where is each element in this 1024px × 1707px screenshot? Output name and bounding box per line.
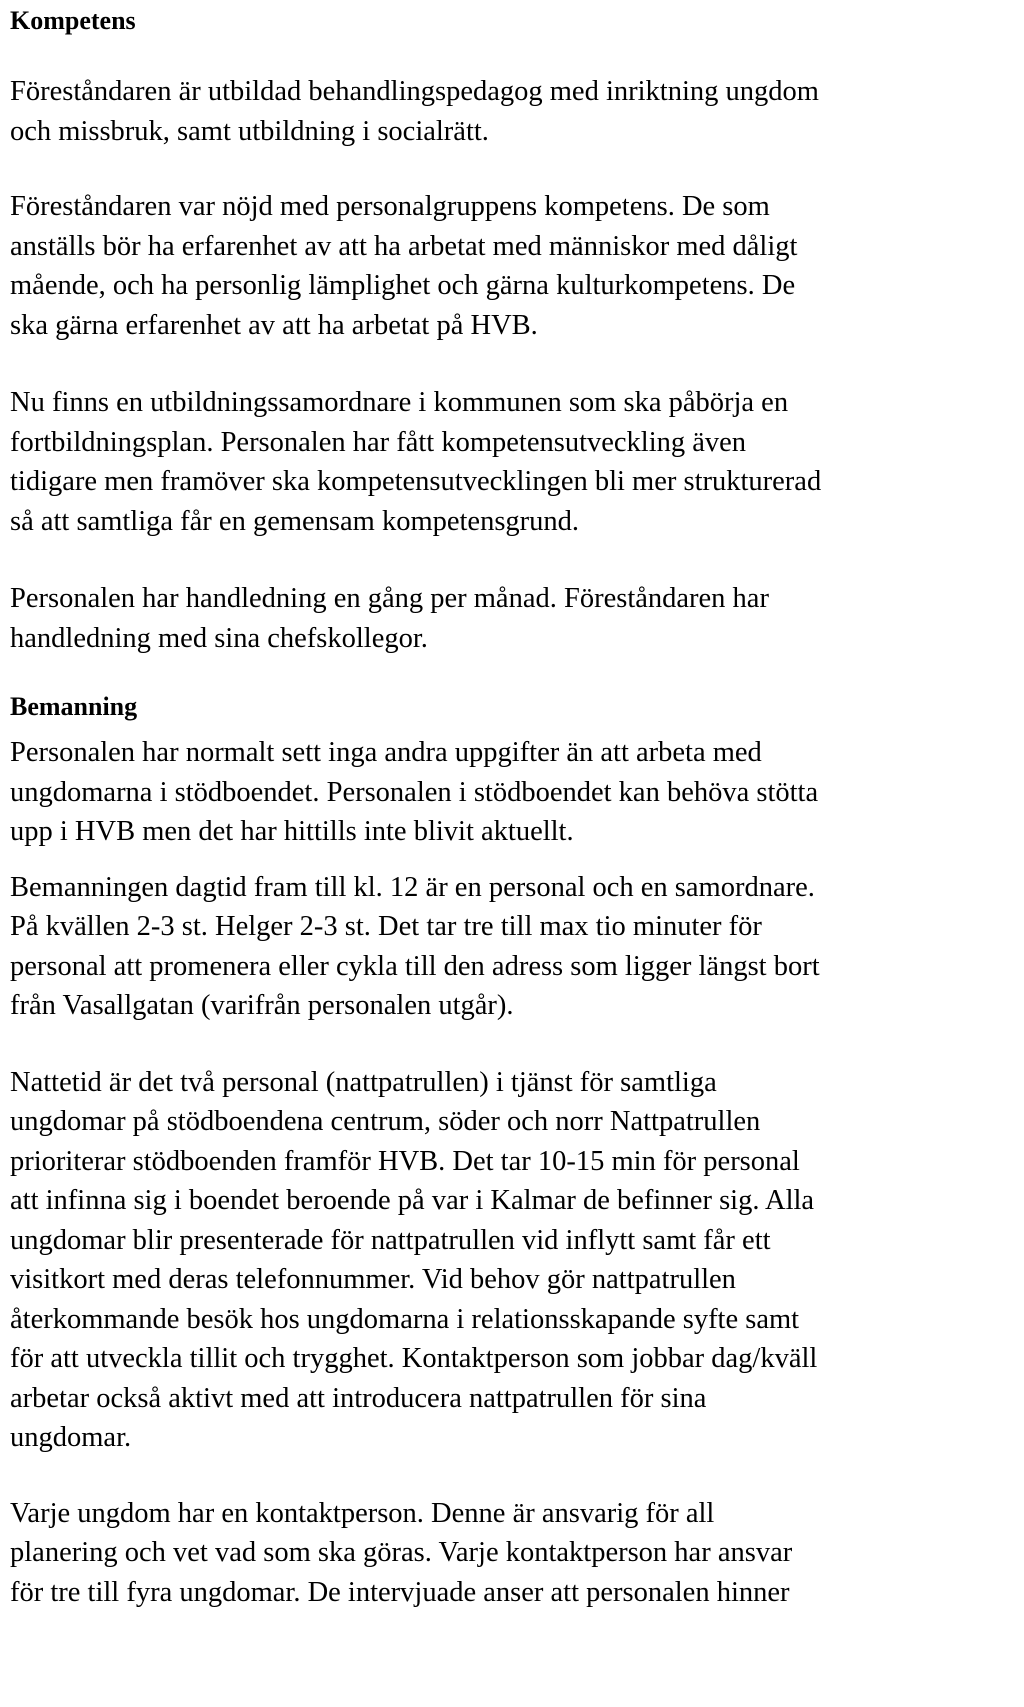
text-line: Föreståndaren är utbildad behandlingspedagog med inriktning ungdom	[10, 76, 819, 107]
text-line: ungdomar.	[10, 1422, 132, 1453]
text-line: På kvällen 2-3 st. Helger 2-3 st. Det tar tre till max tio minuter för	[10, 911, 762, 942]
section-heading-bemanning: Bemanning	[10, 692, 138, 721]
paragraph	[10, 733, 1020, 852]
text-line: Personalen har handledning en gång per månad. Föreståndaren har	[10, 583, 769, 614]
text-line: Nattetid är det två personal (nattpatrullen) i tjänst för samtliga	[10, 1066, 717, 1098]
paragraph	[10, 1494, 1020, 1613]
paragraph	[10, 72, 1020, 151]
paragraph	[10, 579, 1020, 658]
text-line: Varje ungdom har en kontaktperson. Denne är ansvarig för all	[10, 1497, 715, 1529]
text-line: för tre till fyra ungdomar. De intervjuade anser att personalen hinner	[10, 1576, 790, 1608]
text-line: ungdomarna i stödboendet. Personalen i stödboendet kan behöva stötta	[10, 776, 819, 808]
text-line: anställs bör ha erfarenhet av att ha arbetat med människor med dåligt	[10, 230, 798, 262]
text-line: handledning med sina chefskollegor.	[10, 622, 428, 654]
text-line: för att utveckla tillit och trygghet. Kontaktperson som jobbar dag/kväll	[10, 1343, 818, 1374]
text-line: upp i HVB men det har hittills inte blivit aktuellt.	[10, 816, 574, 847]
text-line: Föreståndaren var nöjd med personalgruppens kompetens. De som	[10, 191, 770, 222]
text-line: arbetar också aktivt med att introducera nattpatrullen för sina	[10, 1382, 707, 1414]
text-line: mående, och ha personlig lämplighet och gärna kulturkompetens. De	[10, 270, 796, 301]
text-line: tidigare men framöver ska kompetensutvecklingen bli mer strukturerad	[10, 466, 822, 497]
text-line: Nu finns en utbildningssamordnare i kommunen som ska påbörja en	[10, 387, 789, 418]
text-line: ungdomar blir presenterade för nattpatrullen vid inflytt samt får ett	[10, 1224, 771, 1256]
text-line: planering och vet vad som ska göras. Varje kontaktperson har ansvar	[10, 1537, 793, 1568]
text-line: Personalen har normalt sett inga andra uppgifter än att arbeta med	[10, 737, 762, 768]
text-line: fortbildningsplan. Personalen har fått kompetensutveckling även	[10, 426, 747, 458]
text-line: ska gärna erfarenhet av att ha arbetat på HVB.	[10, 309, 538, 341]
text-line: från Vasallgatan (varifrån personalen utgår).	[10, 990, 514, 1021]
document-page	[10, 0, 1020, 1612]
text-line: och missbruk, samt utbildning i socialrätt.	[10, 115, 489, 147]
text-line: så att samtliga får en gemensam kompetensgrund.	[10, 505, 580, 537]
paragraph	[10, 187, 1020, 345]
paragraph	[10, 383, 1020, 541]
paragraph	[10, 1063, 1020, 1458]
text-line: Bemanningen dagtid fram till kl. 12 är en personal och en samordnare.	[10, 871, 815, 903]
text-line: visitkort med deras telefonnummer. Vid behov gör nattpatrullen	[10, 1264, 736, 1295]
text-line: ungdomar på stödboendena centrum, söder och norr Nattpatrullen	[10, 1106, 761, 1137]
text-line: återkommande besök hos ungdomarna i relationsskapande syfte samt	[10, 1303, 800, 1335]
text-line: personal att promenera eller cykla till den adress som ligger längst bort	[10, 950, 820, 982]
text-line: prioriterar stödboenden framför HVB. Det tar 10-15 min för personal	[10, 1145, 800, 1177]
paragraph	[10, 868, 1020, 1026]
text-line: att infinna sig i boendet beroende på var i Kalmar de befinner sig. Alla	[10, 1185, 815, 1216]
section-heading-kompetens: Kompetens	[10, 6, 136, 35]
